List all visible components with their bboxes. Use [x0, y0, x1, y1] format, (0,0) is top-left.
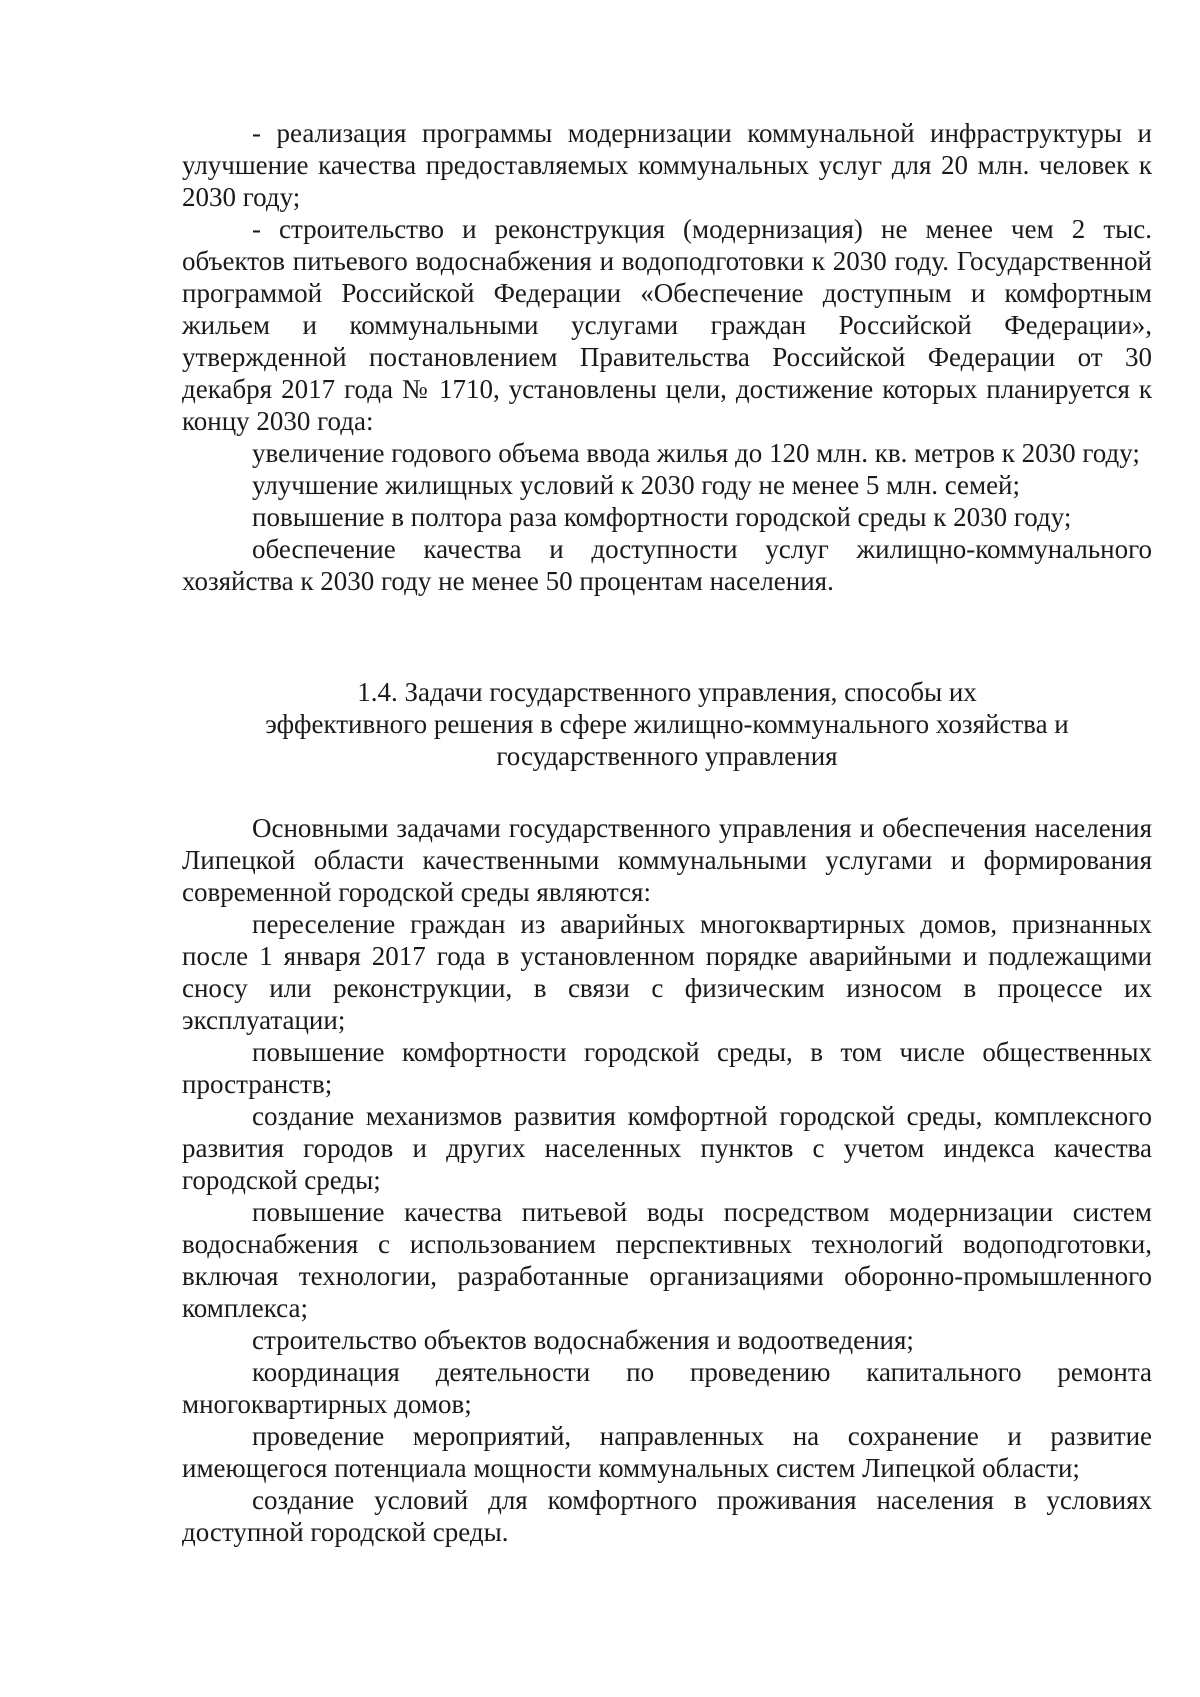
paragraph: строительство объектов водоснабжения и водоотведения;	[252, 1325, 914, 1355]
paragraph: проведение мероприятий, направленных на сохранение и развитие имеющегося потенциала мощности коммунальных систем Липецкой области;	[182, 1421, 1152, 1483]
paragraph: обеспечение качества и доступности услуг жилищно-коммунального хозяйства к 2030 году не менее 50 процентам населения.	[182, 534, 1152, 596]
paragraph: повышение качества питьевой воды посредством модернизации систем водоснабжения с использованием перспективных технологий водоподготовки, включая технологии, разработанные организациями оборонно-промышленного комплекса;	[182, 1197, 1152, 1323]
section-heading-line: государственного управления	[496, 741, 838, 771]
tasks-text-block	[182, 812, 1152, 1548]
section-heading	[182, 676, 1152, 772]
section-heading-line: 1.4. Задачи государственного управления, способы их	[357, 677, 977, 707]
paragraph: Основными задачами государственного управления и обеспечения населения Липецкой области качественными коммунальными услугами и формирования современной городской среды являются:	[182, 813, 1152, 907]
paragraph: - реализация программы модернизации коммунальной инфраструктуры и улучшение качества предоставляемых коммунальных услуг для 20 млн. человек к 2030 году;	[182, 118, 1152, 212]
paragraph: координация деятельности по проведению капитального ремонта многоквартирных домов;	[182, 1357, 1152, 1419]
section-heading-line: эффективного решения в сфере жилищно-коммунального хозяйства и	[265, 709, 1069, 739]
paragraph: создание условий для комфортного проживания населения в условиях доступной городской среды.	[182, 1485, 1152, 1547]
paragraph: повышение в полтора раза комфортности городской среды к 2030 году;	[252, 502, 1072, 532]
paragraph: улучшение жилищных условий к 2030 году не менее 5 млн. семей;	[252, 470, 1021, 500]
paragraph: повышение комфортности городской среды, в том числе общественных пространств;	[182, 1037, 1152, 1099]
paragraph: увеличение годового объема ввода жилья до 120 млн. кв. метров к 2030 году;	[252, 438, 1140, 468]
paragraph: создание механизмов развития комфортной городской среды, комплексного развития городов и других населенных пунктов с учетом индекса качества городской среды;	[182, 1101, 1152, 1195]
paragraph: - строительство и реконструкция (модернизация) не менее чем 2 тыс. объектов питьевого водоснабжения и водоподготовки к 2030 году. Государственной программой Российской Федерации «Обеспечение доступным и комфортным жильем и коммунальными услугами граждан Российской Федерации», утвержденной постановлением Правительства Российской Федерации от 30 декабря 2017 года № 1710, установлены цели, достижение которых планируется к концу 2030 года:	[182, 214, 1152, 436]
paragraph: переселение граждан из аварийных многоквартирных домов, признанных после 1 января 2017 года в установленном порядке аварийными и подлежащими сносу или реконструкции, в связи с физическим износом в процессе их эксплуатации;	[182, 909, 1152, 1035]
goals-text-block	[182, 117, 1152, 597]
